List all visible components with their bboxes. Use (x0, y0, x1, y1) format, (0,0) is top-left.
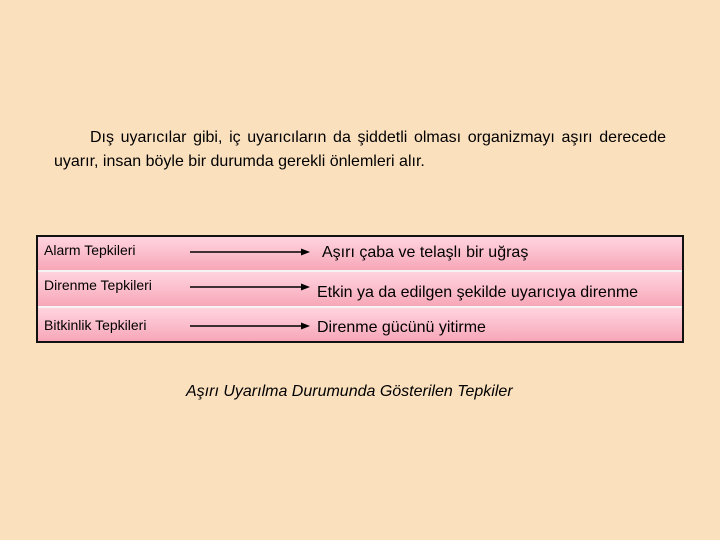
reaction-row-exhaustion (38, 306, 682, 341)
reaction-type-label: Bitkinlik Tepkileri (44, 316, 147, 333)
right-arrow-icon (190, 247, 310, 257)
reaction-type-label: Direnme Tepkileri (44, 277, 152, 294)
reaction-description: Aşırı çaba ve telaşlı bir uğraş (322, 244, 529, 261)
right-arrow-icon (190, 282, 310, 292)
reaction-table (36, 235, 684, 343)
reaction-description: Direnme gücünü yitirme (317, 318, 486, 336)
reaction-row-alarm (38, 237, 682, 270)
reaction-type-label: Alarm Tepkileri (44, 242, 136, 258)
intro-paragraph: Dış uyarıcılar gibi, iç uyarıcıların da şiddetli olması organizmayı aşırı derecede uyarır, insan böyle bir durumda gerekli önlemleri alır. (54, 129, 666, 170)
right-arrow-icon (190, 321, 310, 331)
figure-caption: Aşırı Uyarılma Durumunda Gösterilen Tepkiler (186, 383, 513, 400)
reaction-row-resistance (38, 270, 682, 305)
reaction-description: Etkin ya da edilgen şekilde uyarıcıya direnme (317, 284, 639, 302)
